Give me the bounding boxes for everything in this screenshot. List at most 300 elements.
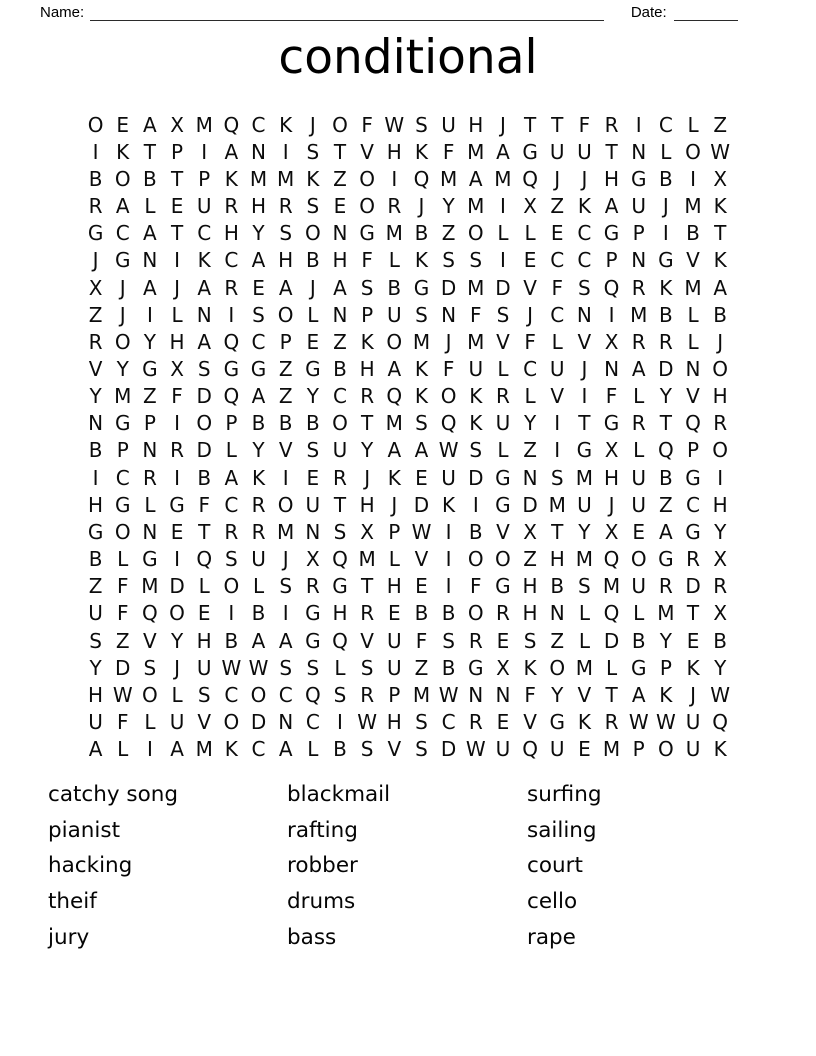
grid-cell: E [632,519,646,544]
grid-cell: H [386,710,402,735]
grid-cell: H [332,248,348,273]
grid-cell: M [630,302,648,327]
grid-cell: K [224,166,238,191]
grid-cell: R [251,492,266,517]
grid-cell: E [415,574,428,599]
grid-cell: Y [551,682,564,707]
grid-cell: E [306,465,320,490]
word-list-item: court [527,853,583,879]
grid-cell: A [496,139,510,164]
grid-cell: Q [603,601,620,626]
grid-cell: W [357,710,378,735]
grid-cell: S [360,737,374,762]
grid-cell: Z [441,221,456,246]
word-search-grid [82,111,734,763]
grid-cell: G [685,519,701,544]
grid-cell: B [550,574,565,599]
grid-cell: A [115,194,130,219]
grid-cell: N [142,248,158,273]
grid-cell: P [605,248,618,273]
grid-cell: M [494,166,512,191]
grid-cell: U [386,628,402,653]
grid-cell: Y [306,384,319,409]
grid-cell: J [282,547,289,572]
word-list-item: bass [287,924,337,950]
grid-cell: I [282,601,289,626]
grid-cell: X [360,519,374,544]
grid-cell: B [224,628,239,653]
grid-cell: Z [333,329,347,354]
grid-cell: M [657,601,675,626]
grid-cell: R [224,194,239,219]
grid-cell: J [581,166,588,191]
grid-cell: U [196,194,212,219]
grid-cell: J [608,492,615,517]
grid-cell: R [468,628,483,653]
grid-cell: A [251,628,266,653]
grid-cell: X [170,112,184,137]
grid-cell: D [685,574,701,599]
grid-cell: V [197,710,212,735]
grid-cell: U [631,194,647,219]
grid-cell: A [333,275,347,300]
grid-cell: C [278,682,293,707]
grid-cell: Q [657,438,674,463]
grid-cell: Q [413,166,430,191]
grid-cell: P [225,411,238,436]
grid-cell: E [197,601,211,626]
grid-cell: R [495,384,510,409]
grid-cell: L [551,329,563,354]
grid-cell: X [604,329,619,354]
grid-cell: L [633,438,645,463]
grid-cell: C [441,710,456,735]
grid-cell: E [306,329,320,354]
grid-cell: R [224,275,239,300]
grid-cell: O [712,356,729,381]
grid-cell: C [251,112,266,137]
grid-cell: Q [332,547,348,572]
grid-cell: I [92,139,99,164]
grid-cell: F [442,139,455,164]
grid-cell: I [662,221,669,246]
grid-cell: Q [603,547,620,572]
grid-cell: O [142,682,158,707]
grid-cell: M [358,547,376,572]
grid-cell: L [144,194,156,219]
grid-cell: O [87,112,104,137]
grid-cell: R [713,574,728,599]
grid-cell: A [659,519,673,544]
grid-cell: V [496,329,510,354]
grid-cell: S [523,628,537,653]
grid-cell: Q [196,547,213,572]
grid-cell: C [224,248,239,273]
grid-cell: A [278,275,293,300]
grid-cell: V [360,628,374,653]
grid-cell: S [496,302,510,327]
grid-cell: C [550,248,565,273]
grid-cell: V [414,547,429,572]
grid-cell: E [496,628,510,653]
grid-cell: C [305,710,320,735]
grid-cell: E [523,248,537,273]
grid-cell: Z [278,356,293,381]
grid-cell: C [115,221,130,246]
grid-cell: G [603,411,620,436]
grid-cell: A [251,248,266,273]
grid-cell: M [114,384,132,409]
grid-cell: M [575,465,594,490]
grid-cell: M [684,275,702,300]
grid-cell: R [658,329,673,354]
grid-cell: O [223,710,240,735]
grid-cell: U [685,737,701,762]
grid-cell: N [142,519,158,544]
grid-cell: Y [659,628,672,653]
grid-cell: Z [333,166,347,191]
grid-cell: K [713,248,727,273]
grid-cell: V [88,356,103,381]
grid-cell: M [548,492,566,517]
grid-cell: H [604,166,620,191]
grid-cell: A [631,682,646,707]
grid-cell: Y [116,356,129,381]
grid-cell: G [658,547,674,572]
grid-cell: Y [89,655,102,680]
grid-cell: A [170,737,184,762]
grid-cell: J [364,465,371,490]
grid-cell: K [116,139,130,164]
grid-cell: I [174,465,180,490]
grid-cell: P [686,438,700,463]
grid-cell: N [468,682,484,707]
grid-cell: P [198,166,211,191]
grid-cell: E [252,275,265,300]
grid-cell: E [116,112,130,137]
grid-cell: K [523,655,537,680]
word-bank [48,780,768,958]
grid-cell: Y [659,384,672,409]
grid-cell: R [631,329,646,354]
grid-cell: V [143,628,157,653]
grid-cell: L [497,438,509,463]
grid-cell: C [224,492,239,517]
grid-cell: D [468,465,484,490]
grid-cell: B [414,601,429,626]
grid-cell: K [659,682,673,707]
grid-cell: U [495,411,511,436]
grid-cell: G [413,275,430,300]
grid-cell: W [248,655,269,680]
grid-cell: O [495,547,511,572]
grid-cell: Q [522,166,538,191]
grid-cell: M [141,574,159,599]
grid-cell: Q [522,737,538,762]
puzzle-title: conditional [278,30,538,85]
grid-cell: D [440,737,457,762]
grid-cell: J [309,112,316,137]
grid-cell: N [685,356,701,381]
grid-cell: F [551,275,563,300]
grid-cell: O [304,221,321,246]
grid-cell: G [114,248,131,273]
grid-cell: H [88,682,104,707]
grid-cell: L [117,737,129,762]
grid-cell: Q [142,601,158,626]
grid-cell: X [713,601,728,626]
grid-cell: T [143,139,156,164]
grid-cell: M [385,411,403,436]
grid-cell: Z [523,438,537,463]
grid-cell: O [359,194,376,219]
grid-cell: S [306,655,320,680]
grid-cell: S [225,547,238,572]
grid-cell: G [495,574,511,599]
grid-cell: M [467,275,485,300]
grid-cell: B [88,438,103,463]
grid-cell: E [333,194,347,219]
grid-cell: F [415,628,428,653]
grid-cell: L [171,682,183,707]
date-blank-line[interactable] [674,5,738,21]
grid-cell: T [170,166,184,191]
grid-cell: T [714,221,727,246]
grid-cell: R [604,710,619,735]
grid-cell: H [359,492,375,517]
grid-cell: A [414,438,429,463]
grid-cell: N [631,248,647,273]
grid-cell: H [386,139,402,164]
grid-cell: H [359,356,375,381]
grid-cell: I [337,710,343,735]
grid-cell: M [385,221,403,246]
grid-cell: M [602,737,621,762]
grid-cell: T [551,519,564,544]
grid-cell: H [604,465,620,490]
grid-cell: B [88,547,103,572]
grid-cell: F [524,329,536,354]
grid-cell: C [224,682,239,707]
grid-cell: O [386,329,403,354]
grid-cell: T [551,112,564,137]
grid-cell: O [630,547,647,572]
grid-cell: U [386,655,402,680]
grid-cell: M [249,166,268,191]
grid-cell: U [332,438,348,463]
grid-cell: O [467,547,484,572]
grid-cell: F [470,302,482,327]
grid-cell: O [114,329,131,354]
grid-cell: D [169,574,185,599]
grid-cell: I [201,139,208,164]
grid-cell: D [115,655,131,680]
grid-cell: A [278,628,293,653]
grid-cell: O [196,411,213,436]
grid-cell: B [305,411,320,436]
grid-cell: J [445,329,452,354]
grid-cell: H [712,492,728,517]
word-list-item: cello [527,889,578,915]
grid-cell: B [88,166,103,191]
grid-cell: A [224,465,239,490]
grid-cell: N [332,302,348,327]
grid-cell: P [388,682,401,707]
grid-cell: T [170,221,184,246]
grid-cell: I [228,601,235,626]
grid-cell: O [114,519,131,544]
grid-cell: G [495,465,511,490]
grid-cell: U [251,547,266,572]
grid-cell: Z [88,574,103,599]
grid-cell: H [522,601,538,626]
grid-cell: L [687,329,699,354]
grid-cell: H [88,492,104,517]
grid-cell: G [685,465,701,490]
grid-cell: Y [578,519,591,544]
grid-cell: S [89,628,102,653]
grid-cell: K [713,194,727,219]
grid-cell: N [251,139,266,164]
grid-cell: O [223,574,240,599]
grid-cell: Y [361,438,374,463]
name-blank-line[interactable] [90,5,604,21]
grid-cell: R [305,574,320,599]
grid-cell: G [114,492,131,517]
word-column [287,780,527,958]
grid-cell: K [713,737,727,762]
grid-cell: G [658,248,674,273]
grid-cell: P [361,302,374,327]
grid-cell: R [631,411,646,436]
grid-cell: Z [550,628,565,653]
word-list-item: theif [48,889,97,915]
grid-cell: F [116,574,129,599]
grid-cell: H [250,194,267,219]
grid-cell: F [116,601,129,626]
grid-cell: C [523,356,538,381]
grid-cell: A [143,112,157,137]
grid-cell: I [228,302,235,327]
grid-cell: L [198,574,210,599]
grid-cell: A [143,221,157,246]
grid-cell: L [144,710,156,735]
grid-cell: M [277,166,295,191]
grid-cell: J [554,166,561,191]
grid-cell: G [223,356,240,381]
grid-cell: D [196,384,212,409]
grid-cell: R [224,519,239,544]
grid-cell: Q [685,411,701,436]
grid-cell: Y [442,194,455,219]
grid-cell: A [88,737,103,762]
grid-cell: C [550,302,565,327]
grid-cell: W [221,655,242,680]
grid-cell: G [576,438,593,463]
grid-cell: B [251,411,266,436]
grid-cell: J [174,275,180,300]
grid-cell: O [685,139,701,164]
grid-cell: I [445,519,452,544]
grid-cell: B [468,519,483,544]
grid-cell: T [333,139,347,164]
grid-cell: V [577,329,592,354]
grid-cell: P [659,655,672,680]
grid-cell: A [387,438,402,463]
grid-cell: I [581,384,588,409]
grid-cell: G [603,221,620,246]
grid-cell: R [604,112,619,137]
grid-cell: K [279,112,293,137]
grid-cell: S [415,710,428,735]
grid-cell: N [549,601,565,626]
grid-cell: Q [712,710,729,735]
grid-cell: F [605,384,618,409]
grid-cell: S [442,248,455,273]
grid-cell: U [577,492,592,517]
grid-cell: L [307,302,319,327]
grid-cell: W [112,682,133,707]
grid-cell: D [495,275,511,300]
grid-cell: R [631,275,646,300]
grid-cell: H [278,248,294,273]
grid-cell: Y [252,221,265,246]
grid-cell: C [658,112,673,137]
grid-cell: S [360,275,374,300]
grid-cell: F [198,492,210,517]
grid-cell: C [333,384,347,409]
grid-cell: P [171,139,184,164]
grid-cell: K [469,411,483,436]
grid-cell: Q [304,682,321,707]
grid-cell: F [361,248,373,273]
grid-cell: P [143,411,156,436]
grid-cell: G [495,492,511,517]
grid-cell: I [146,302,153,327]
grid-cell: P [388,519,401,544]
grid-cell: R [142,465,157,490]
grid-cell: U [305,492,321,517]
grid-cell: S [333,682,347,707]
grid-cell: Q [223,112,240,137]
grid-cell: T [523,112,537,137]
grid-cell: O [114,166,131,191]
grid-cell: X [713,547,728,572]
grid-cell: I [445,547,452,572]
grid-cell: S [279,655,293,680]
grid-cell: S [143,655,157,680]
grid-cell: C [577,248,592,273]
grid-cell: J [174,655,180,680]
grid-cell: N [332,221,348,246]
grid-cell: M [575,655,594,680]
grid-cell: A [713,275,728,300]
grid-cell: T [686,601,700,626]
grid-cell: G [87,519,104,544]
grid-cell: E [387,601,401,626]
word-list-item: hacking [48,853,133,879]
grid-cell: P [116,438,129,463]
grid-cell: O [657,737,674,762]
grid-cell: Y [89,384,102,409]
grid-cell: L [144,492,156,517]
grid-cell: O [250,682,267,707]
grid-cell: S [415,112,428,137]
grid-cell: I [282,139,289,164]
grid-cell: R [278,194,293,219]
grid-cell: I [92,465,99,490]
grid-cell: X [170,356,184,381]
